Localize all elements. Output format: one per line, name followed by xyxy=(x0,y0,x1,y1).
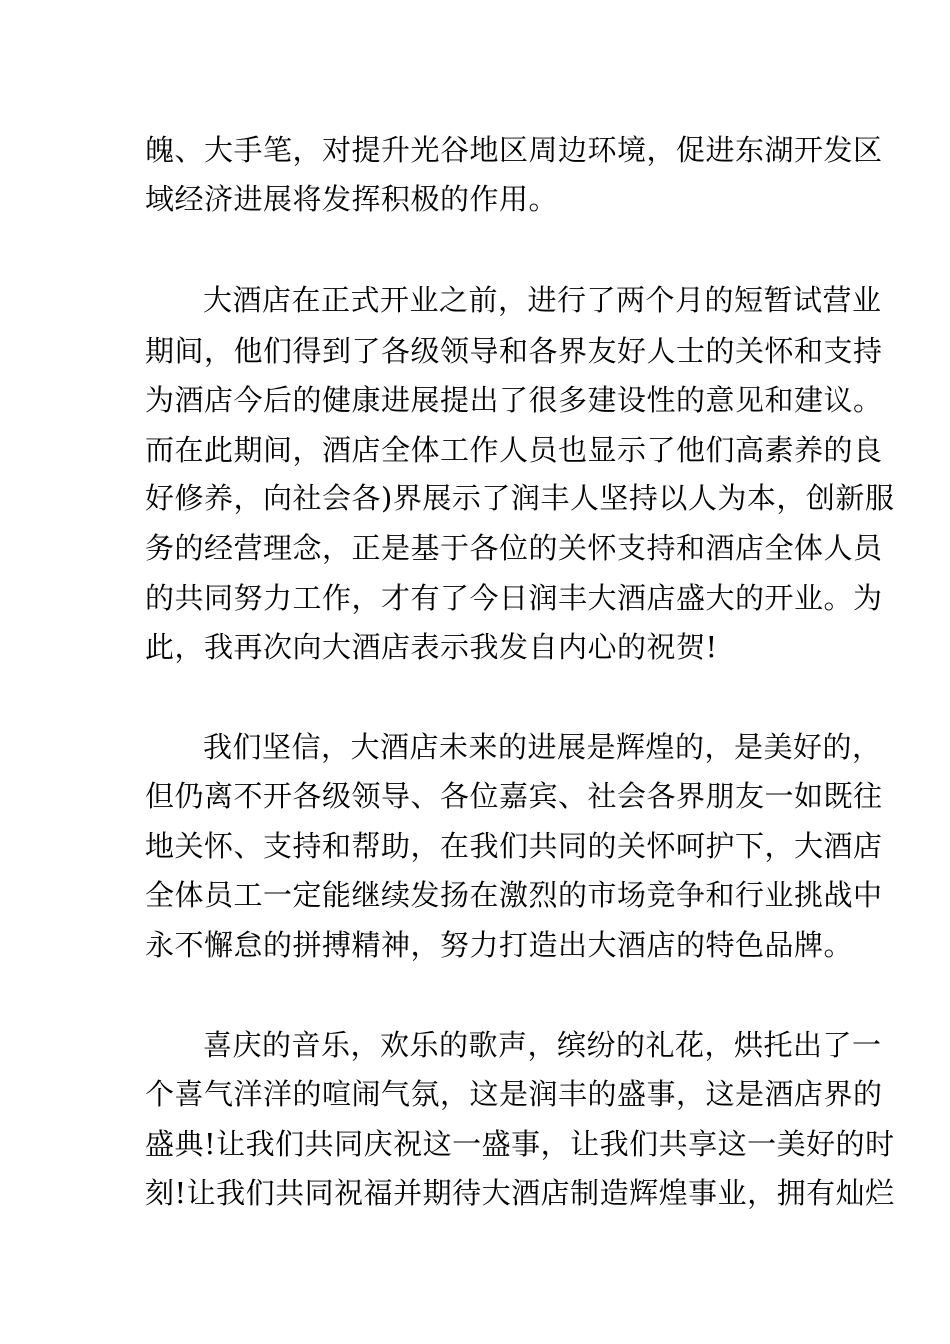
paragraph-line: 个喜气洋洋的喧闹气氛，这是润丰的盛事，这是酒店界的 xyxy=(145,1077,883,1111)
paragraph-line: 为酒店今后的健康进展提出了很多建设性的意见和建议。 xyxy=(145,383,883,417)
paragraph-line: 全体员工一定能继续发扬在激烈的市场竞争和行业挑战中 xyxy=(145,878,883,912)
paragraph-line: 此，我再次向大酒店表示我发自内心的祝贺! xyxy=(145,630,718,664)
paragraph-line: 永不懈怠的拼搏精神，努力打造出大酒店的特色品牌。 xyxy=(145,928,854,962)
paragraph-line: 大酒店在正式开业之前，进行了两个月的短暂试营业 xyxy=(203,283,882,317)
paragraph-line: 而在此期间，酒店全体工作人员也显示了他们高素养的良 xyxy=(145,433,883,467)
paragraph-line: 喜庆的音乐，欢乐的歌声，缤纷的礼花，烘托出了一 xyxy=(203,1028,882,1062)
paragraph-line: 期间，他们得到了各级领导和各界友好人士的关怀和支持 xyxy=(145,334,883,368)
paragraph-line: 我们坚信，大酒店未来的进展是辉煌的，是美好的， xyxy=(203,730,882,764)
paragraph-line: 务的经营理念，正是基于各位的关怀支持和酒店全体人员 xyxy=(145,531,883,565)
paragraph-line: 魄、大手笔，对提升光谷地区周边环境，促进东湖开发区 xyxy=(145,133,883,167)
paragraph-line: 地关怀、支持和帮助，在我们共同的关怀呵护下，大酒店 xyxy=(145,829,883,863)
paragraph-line: 域经济进展将发挥积极的作用。 xyxy=(145,182,559,216)
paragraph-line: 刻!让我们共同祝福并期待大酒店制造辉煌事业，拥有灿烂 xyxy=(145,1176,895,1210)
paragraph-line: 但仍离不开各级领导、各位嘉宾、社会各界朋友一如既往 xyxy=(145,779,883,813)
paragraph-line: 的共同努力工作，才有了今日润丰大酒店盛大的开业。为 xyxy=(145,581,883,615)
paragraph-line: 盛典!让我们共同庆祝这一盛事，让我们共享这一美好的时 xyxy=(145,1127,895,1161)
paragraph-line: 好修养，向社会各)界展示了润丰人坚持以人为本，创新服 xyxy=(145,481,895,515)
